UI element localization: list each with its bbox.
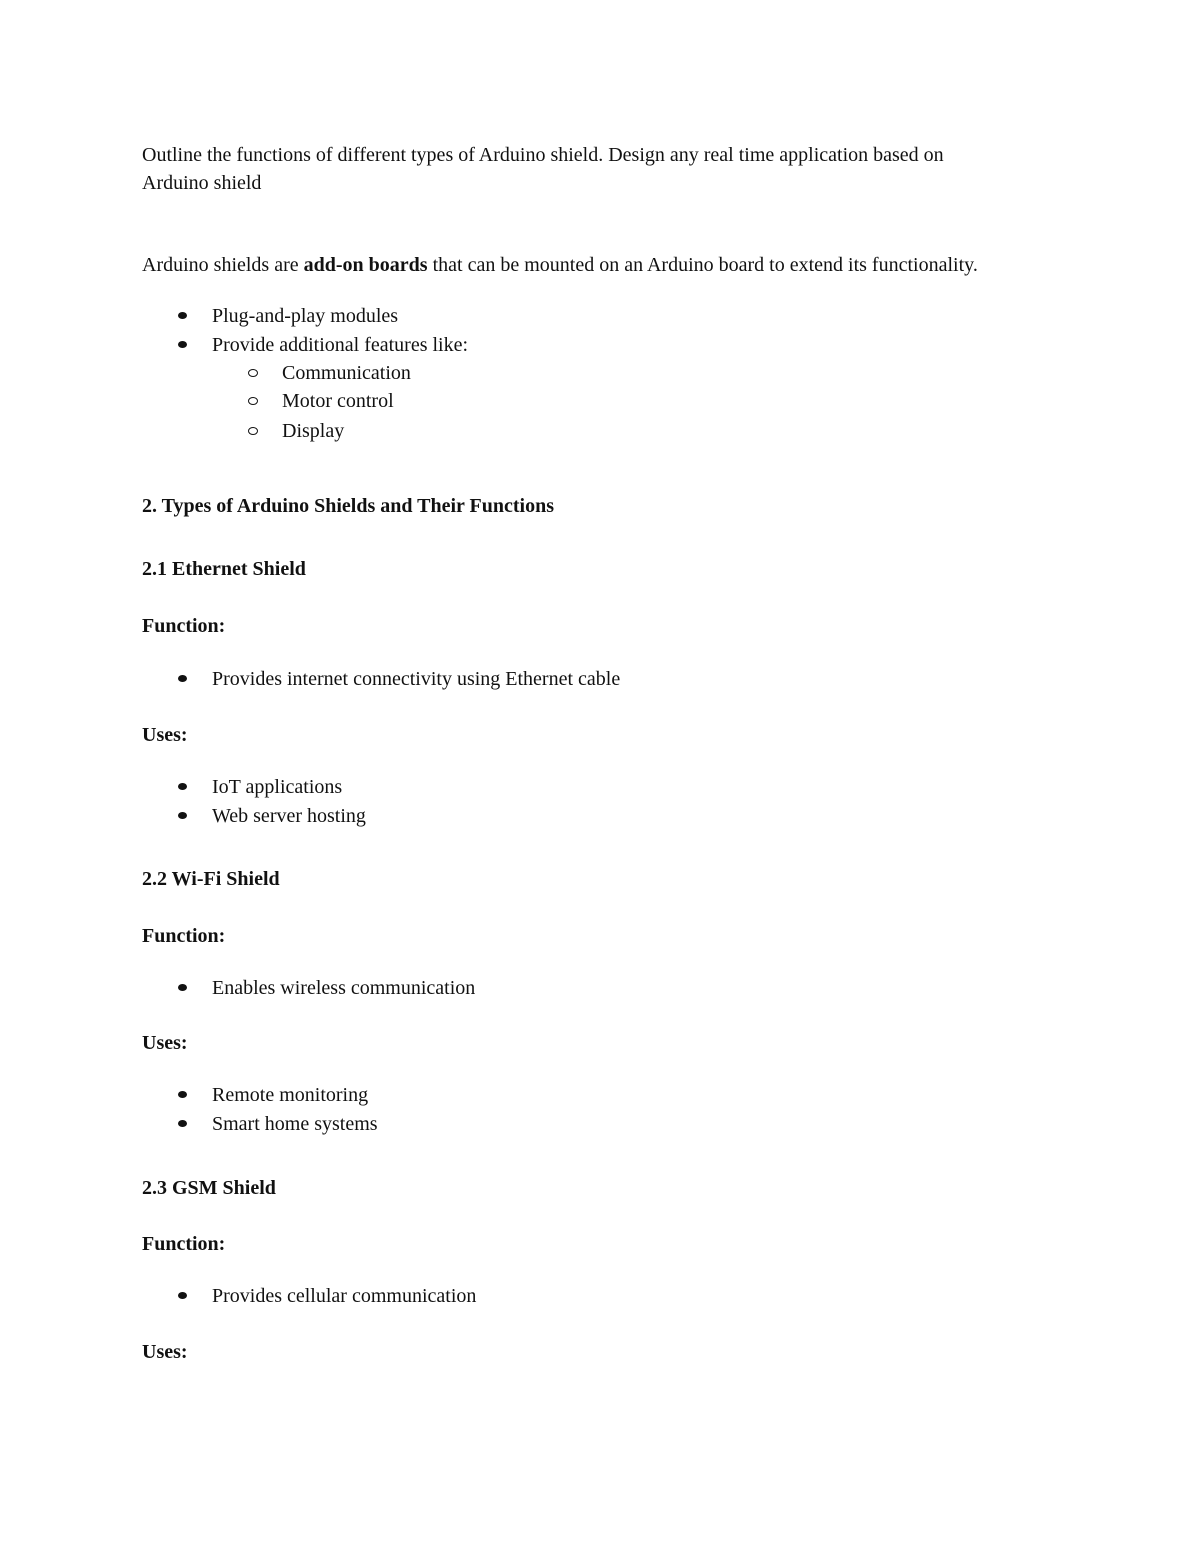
list-item: Provides cellular communication — [212, 1285, 477, 1307]
list-item: Plug-and-play modules — [212, 305, 399, 327]
bullet-icon — [178, 812, 187, 819]
uses-label: Uses: — [142, 1341, 188, 1363]
list-item: Remote monitoring — [212, 1084, 369, 1106]
function-label: Function: — [142, 615, 226, 637]
list-item: Smart home systems — [212, 1113, 378, 1135]
intro-text-after: that can be mounted on an Arduino board to extend its functionality. — [427, 254, 978, 276]
bullet-icon — [178, 1120, 187, 1127]
bullet-icon — [178, 675, 187, 682]
uses-label: Uses: — [142, 724, 188, 746]
sub-list-item: Motor control — [282, 390, 394, 412]
list-item: Web server hosting — [212, 805, 366, 827]
hollow-bullet-icon — [248, 397, 258, 405]
function-label: Function: — [142, 925, 226, 947]
uses-label: Uses: — [142, 1032, 188, 1054]
subsection-heading-gsm: 2.3 GSM Shield — [142, 1177, 276, 1199]
question-line-2: Arduino shield — [142, 172, 262, 194]
bullet-icon — [178, 312, 187, 319]
hollow-bullet-icon — [248, 427, 258, 435]
list-item: IoT applications — [212, 776, 343, 798]
section-heading: 2. Types of Arduino Shields and Their Functions — [142, 495, 554, 517]
hollow-bullet-icon — [248, 369, 258, 377]
bullet-icon — [178, 1292, 187, 1299]
sub-list-item: Communication — [282, 362, 411, 384]
list-item: Enables wireless communication — [212, 977, 476, 999]
bullet-icon — [178, 783, 187, 790]
bullet-icon — [178, 984, 187, 991]
subsection-heading-wifi: 2.2 Wi-Fi Shield — [142, 868, 280, 890]
function-label: Function: — [142, 1233, 226, 1255]
list-item: Provide additional features like: — [212, 334, 469, 356]
question-line-1: Outline the functions of different types of Arduino shield. Design any real time application based on — [142, 144, 944, 166]
bullet-icon — [178, 1091, 187, 1098]
bullet-icon — [178, 341, 187, 348]
intro-text-bold: add-on boards — [303, 254, 428, 276]
subsection-heading-ethernet: 2.1 Ethernet Shield — [142, 558, 306, 580]
list-item: Provides internet connectivity using Ethernet cable — [212, 668, 621, 690]
intro-text-before: Arduino shields are — [142, 254, 304, 276]
intro-paragraph — [142, 253, 978, 277]
sub-list-item: Display — [282, 420, 345, 442]
